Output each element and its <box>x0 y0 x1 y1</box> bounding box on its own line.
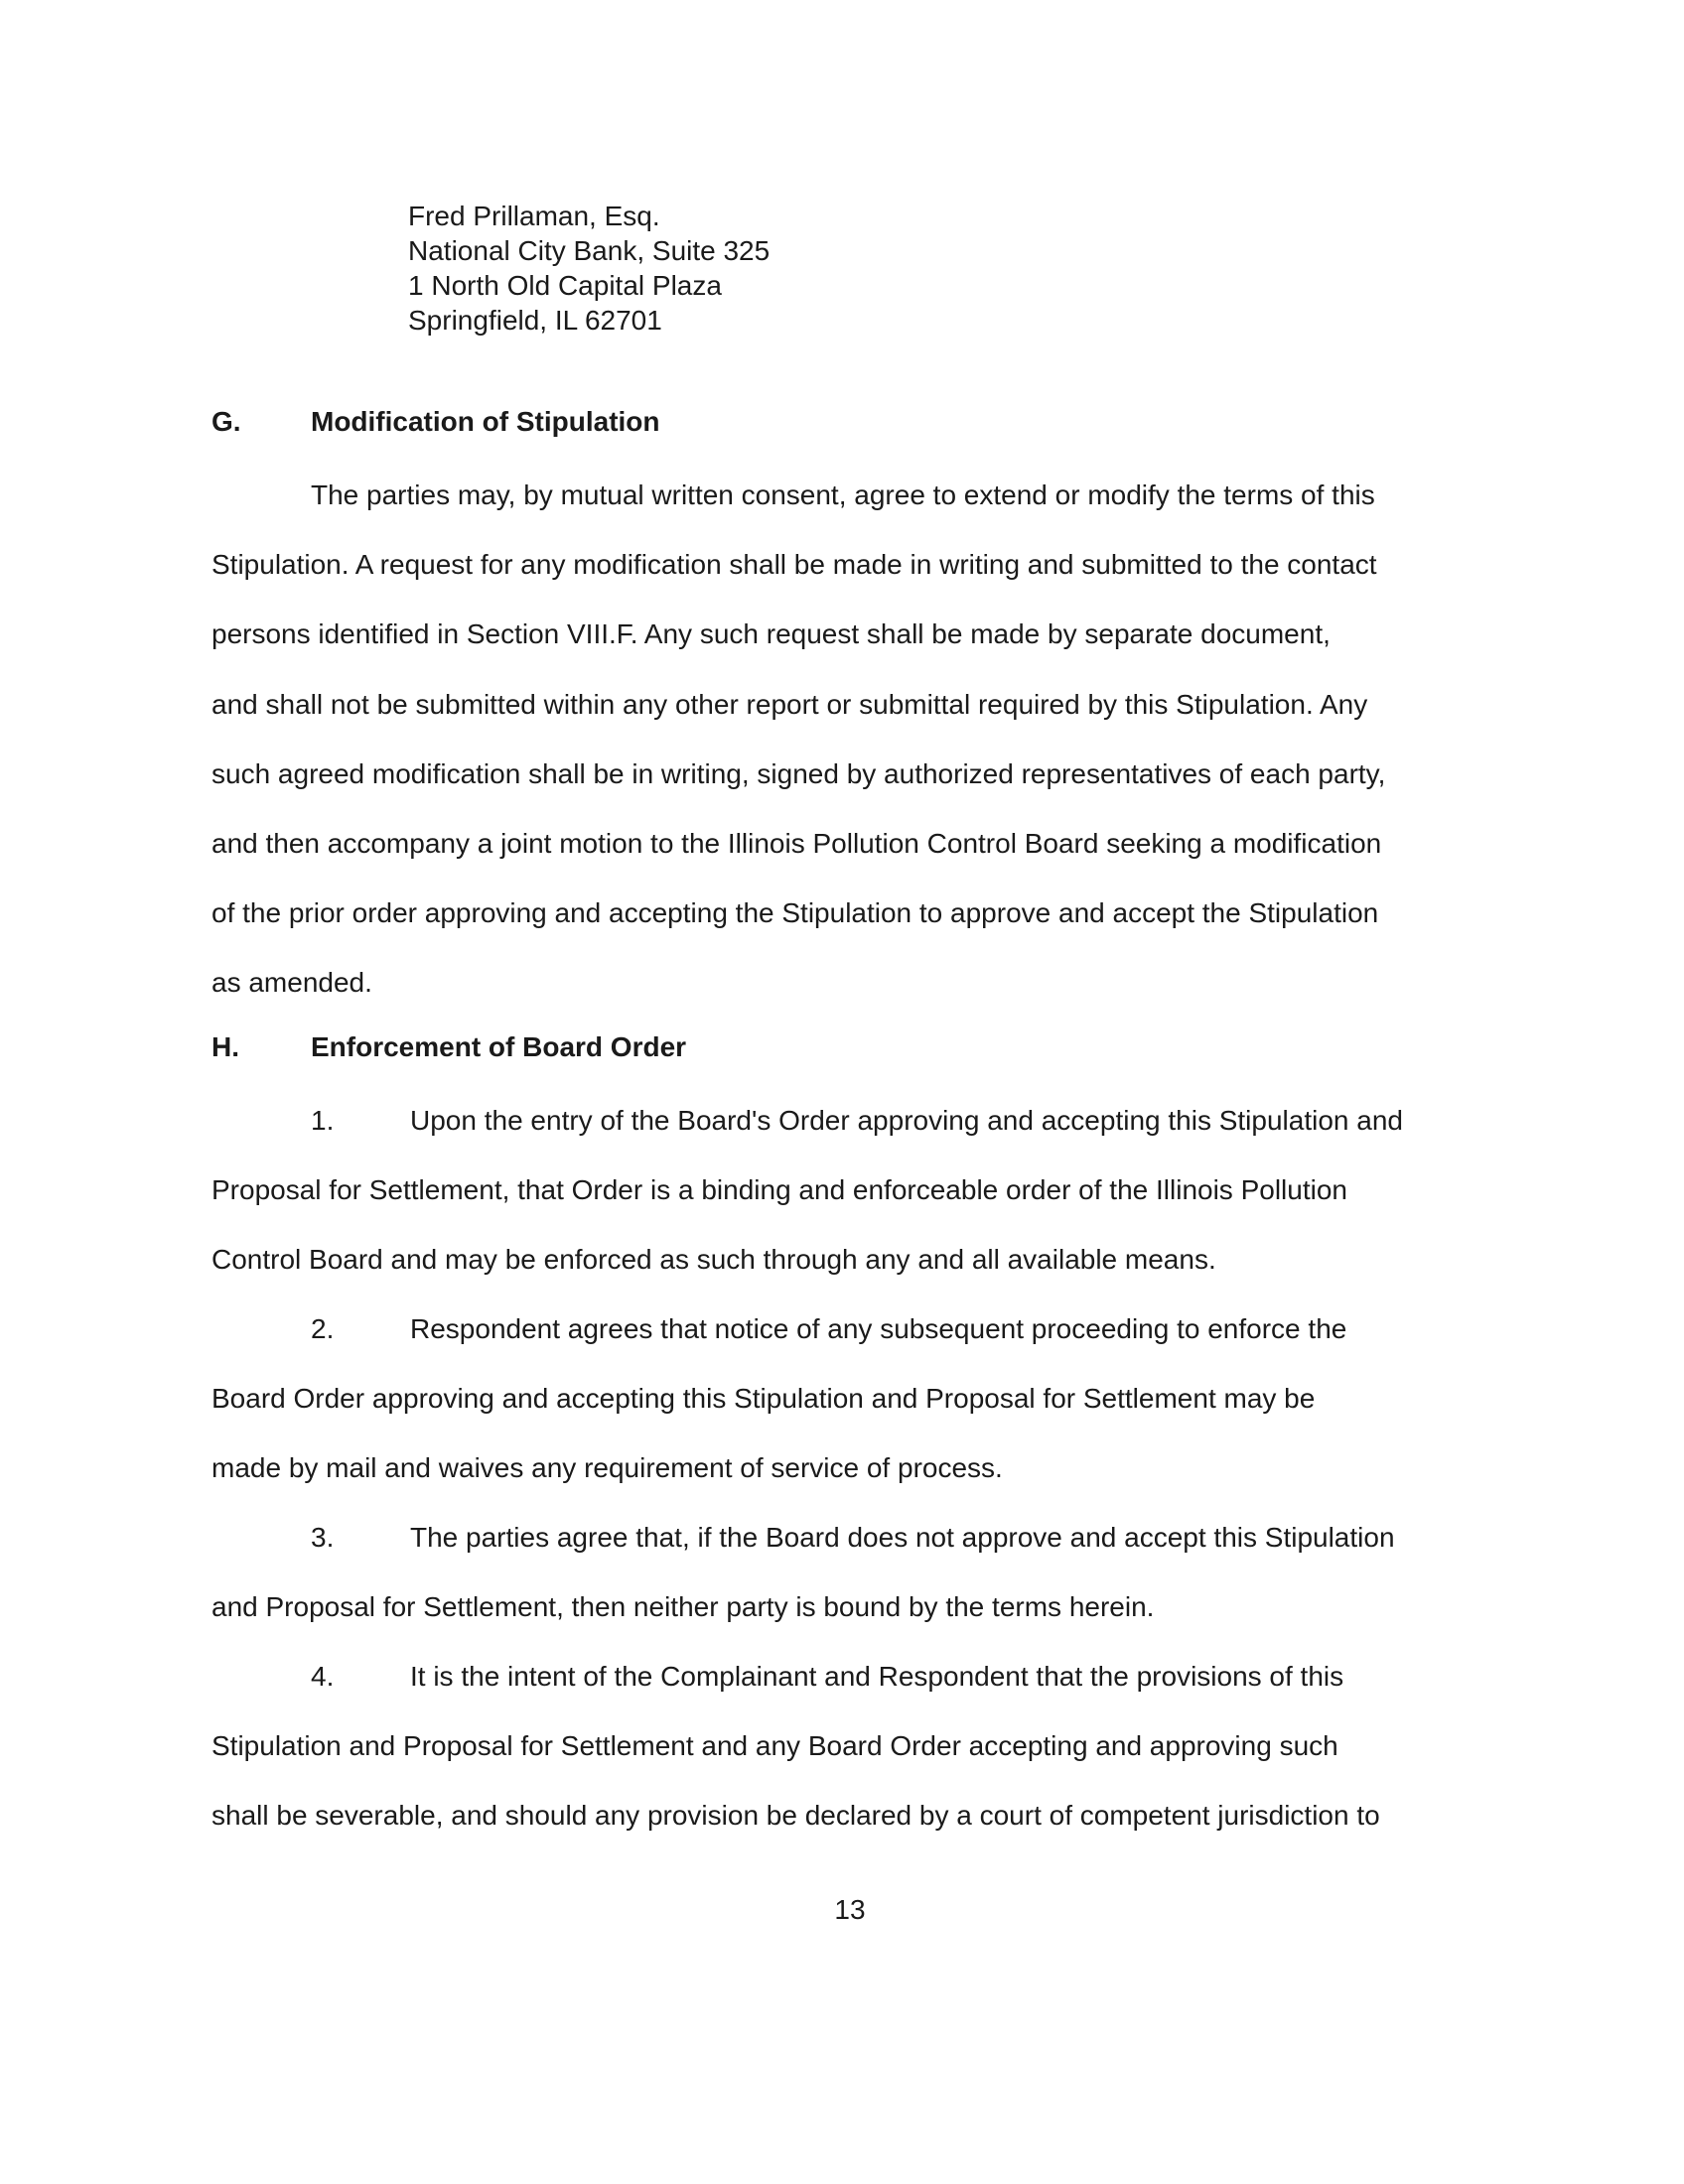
paragraph-line: Upon the entry of the Board's Order approving and accepting this Stipulation and <box>410 1105 1403 1136</box>
section-g-heading <box>211 406 660 438</box>
address-street: 1 North Old Capital Plaza <box>408 270 722 301</box>
section-h-item-1 <box>211 1086 1492 1296</box>
address-city: Springfield, IL 62701 <box>408 305 662 336</box>
item-number: 1. <box>311 1105 335 1136</box>
paragraph-line: Respondent agrees that notice of any subsequent proceeding to enforce the <box>410 1313 1347 1344</box>
paragraph-line: and Proposal for Settlement, then neither party is bound by the terms herein. <box>211 1591 1155 1623</box>
paragraph-line: Board Order approving and accepting this Stipulation and Proposal for Settlement may be <box>211 1383 1316 1415</box>
section-h-heading <box>211 1031 686 1063</box>
paragraph-line: and shall not be submitted within any other report or submittal required by this Stipulation. Any <box>211 688 1368 720</box>
page-number: 13 <box>834 1894 866 1925</box>
paragraph-line: persons identified in Section VIII.F. Any such request shall be made by separate document, <box>211 618 1331 650</box>
paragraph-line: Stipulation and Proposal for Settlement and any Board Order accepting and approving such <box>211 1730 1338 1762</box>
section-h-title: Enforcement of Board Order <box>311 1031 687 1062</box>
paragraph-line: and then accompany a joint motion to the Illinois Pollution Control Board seeking a modification <box>211 827 1382 859</box>
section-g-title: Modification of Stipulation <box>311 406 660 437</box>
paragraph-line: Control Board and may be enforced as such through any and all available means. <box>211 1244 1216 1276</box>
paragraph-line: It is the intent of the Complainant and Respondent that the provisions of this <box>410 1661 1344 1692</box>
paragraph-line: of the prior order approving and accepting the Stipulation to approve and accept the Stipulation <box>211 897 1379 929</box>
section-h-item-3 <box>211 1503 1492 1642</box>
paragraph-line: made by mail and waives any requirement of service of process. <box>211 1452 1003 1484</box>
section-h-item-4 <box>211 1642 1492 1851</box>
paragraph-line: Proposal for Settlement, that Order is a binding and enforceable order of the Illinois Pollution <box>211 1174 1347 1206</box>
paragraph-line: The parties agree that, if the Board does not approve and accept this Stipulation <box>410 1522 1395 1553</box>
section-g-letter: G. <box>211 406 241 437</box>
paragraph-line: Stipulation. A request for any modification shall be made in writing and submitted to the contact <box>211 549 1377 581</box>
address-block <box>408 199 770 338</box>
paragraph-line: such agreed modification shall be in writing, signed by authorized representatives of each party, <box>211 757 1386 789</box>
item-number: 4. <box>311 1661 335 1692</box>
paragraph-line: The parties may, by mutual written consent, agree to extend or modify the terms of this <box>311 479 1375 510</box>
address-name: Fred Prillaman, Esq. <box>408 201 660 231</box>
section-h-letter: H. <box>211 1031 239 1062</box>
address-bank: National City Bank, Suite 325 <box>408 235 771 266</box>
item-number: 3. <box>311 1522 335 1553</box>
item-number: 2. <box>311 1313 335 1344</box>
section-g-paragraph <box>211 461 1492 1019</box>
section-h-item-2 <box>211 1295 1492 1504</box>
paragraph-line: as amended. <box>211 967 372 999</box>
paragraph-line: shall be severable, and should any provision be declared by a court of competent jurisdiction to <box>211 1800 1380 1832</box>
